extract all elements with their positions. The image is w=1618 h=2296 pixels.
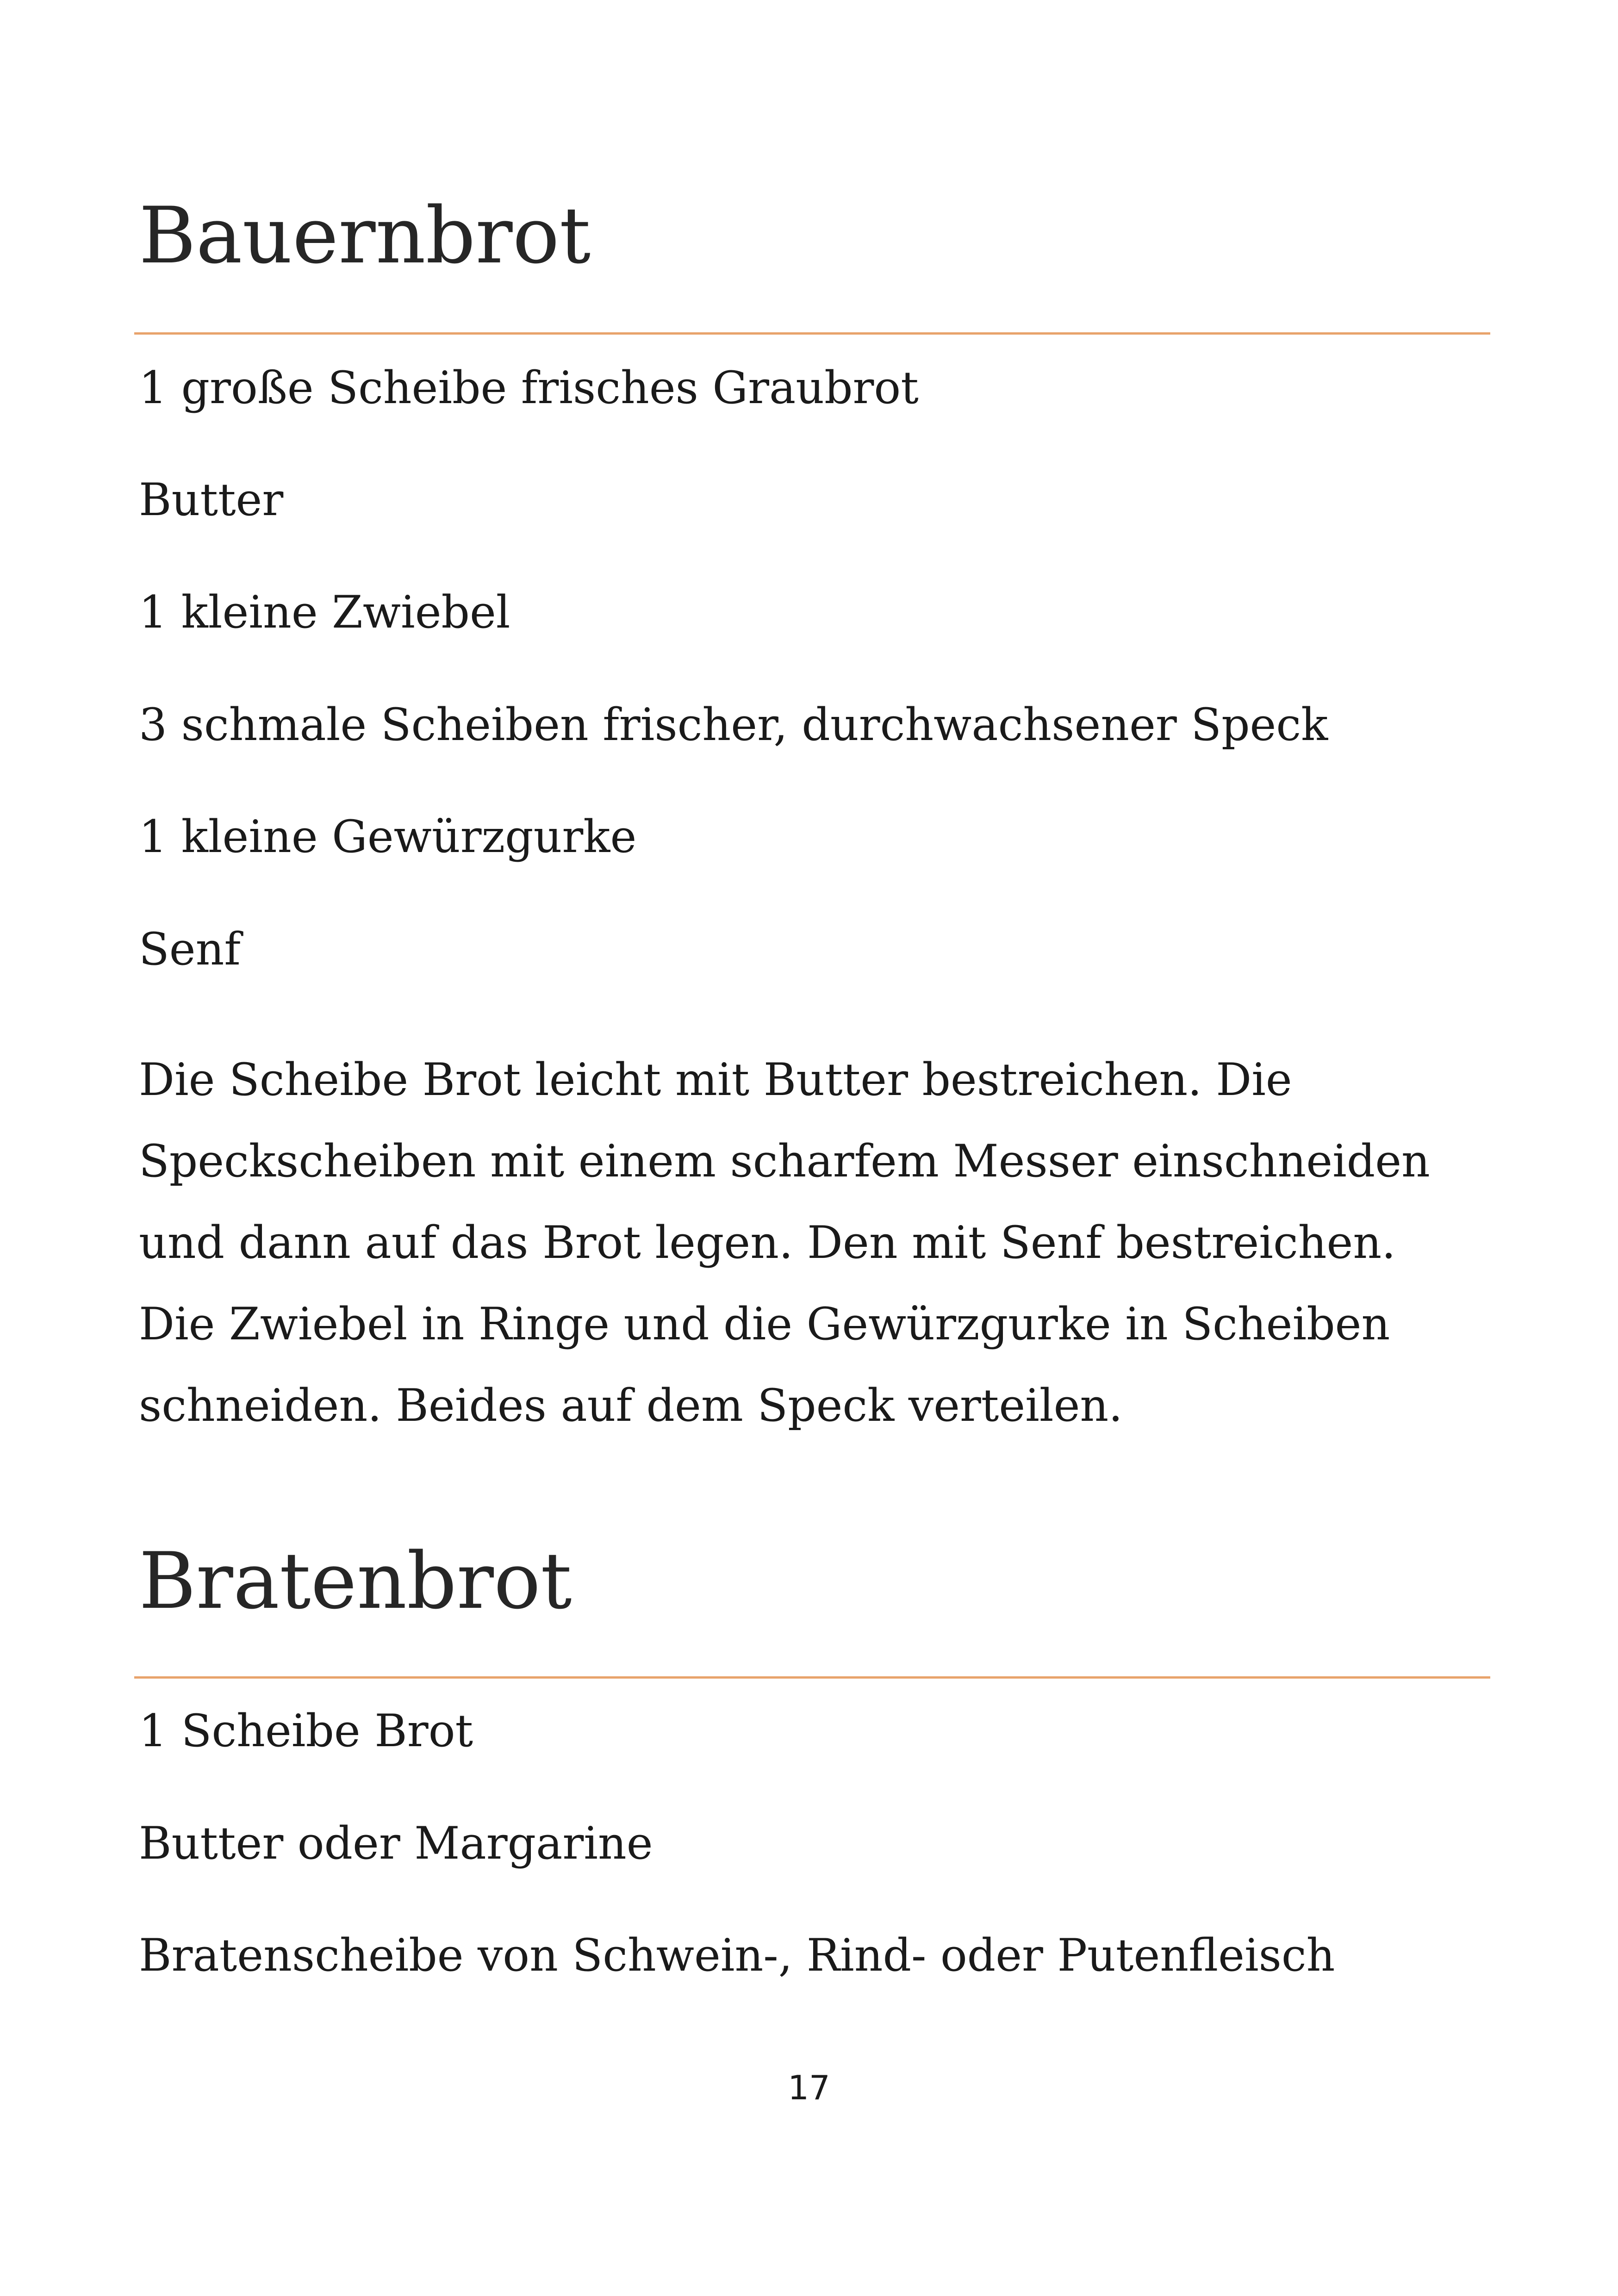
ingredient-item: Senf [139, 923, 241, 975]
instruction-line: Speckscheiben mit einem scharfem Messer einschneiden [139, 1135, 1430, 1187]
ingredient-item: Butter oder Margarine [139, 1817, 653, 1869]
instruction-line: und dann auf das Brot legen. Den mit Senf bestreichen. [139, 1217, 1396, 1269]
instruction-line: Die Scheibe Brot leicht mit Butter bestreichen. Die [139, 1054, 1292, 1106]
ingredient-item: 1 kleine Zwiebel [139, 586, 510, 638]
instruction-line: Die Zwiebel in Ringe und die Gewürzgurke in Scheiben [139, 1298, 1390, 1350]
ingredient-item: 1 kleine Gewürzgurke [139, 811, 637, 863]
ingredient-item: 1 große Scheibe frisches Graubrot [139, 362, 919, 414]
instruction-line: schneiden. Beides auf dem Speck verteilen. [139, 1380, 1123, 1431]
title-divider [134, 1676, 1490, 1679]
title-divider [134, 332, 1490, 335]
recipe-instructions [139, 1039, 1481, 1446]
recipe-title-bratenbrot: Bratenbrot [139, 1536, 572, 1626]
ingredient-item: 1 Scheibe Brot [139, 1705, 473, 1757]
ingredient-item: 3 schmale Scheiben frischer, durchwachsener Speck [139, 699, 1328, 751]
page-number: 17 [788, 2068, 830, 2107]
recipe-title-bauernbrot: Bauernbrot [139, 190, 591, 281]
ingredient-item: Bratenscheibe von Schwein-, Rind- oder Putenfleisch [139, 1929, 1335, 1981]
ingredient-item: Butter [139, 474, 284, 526]
